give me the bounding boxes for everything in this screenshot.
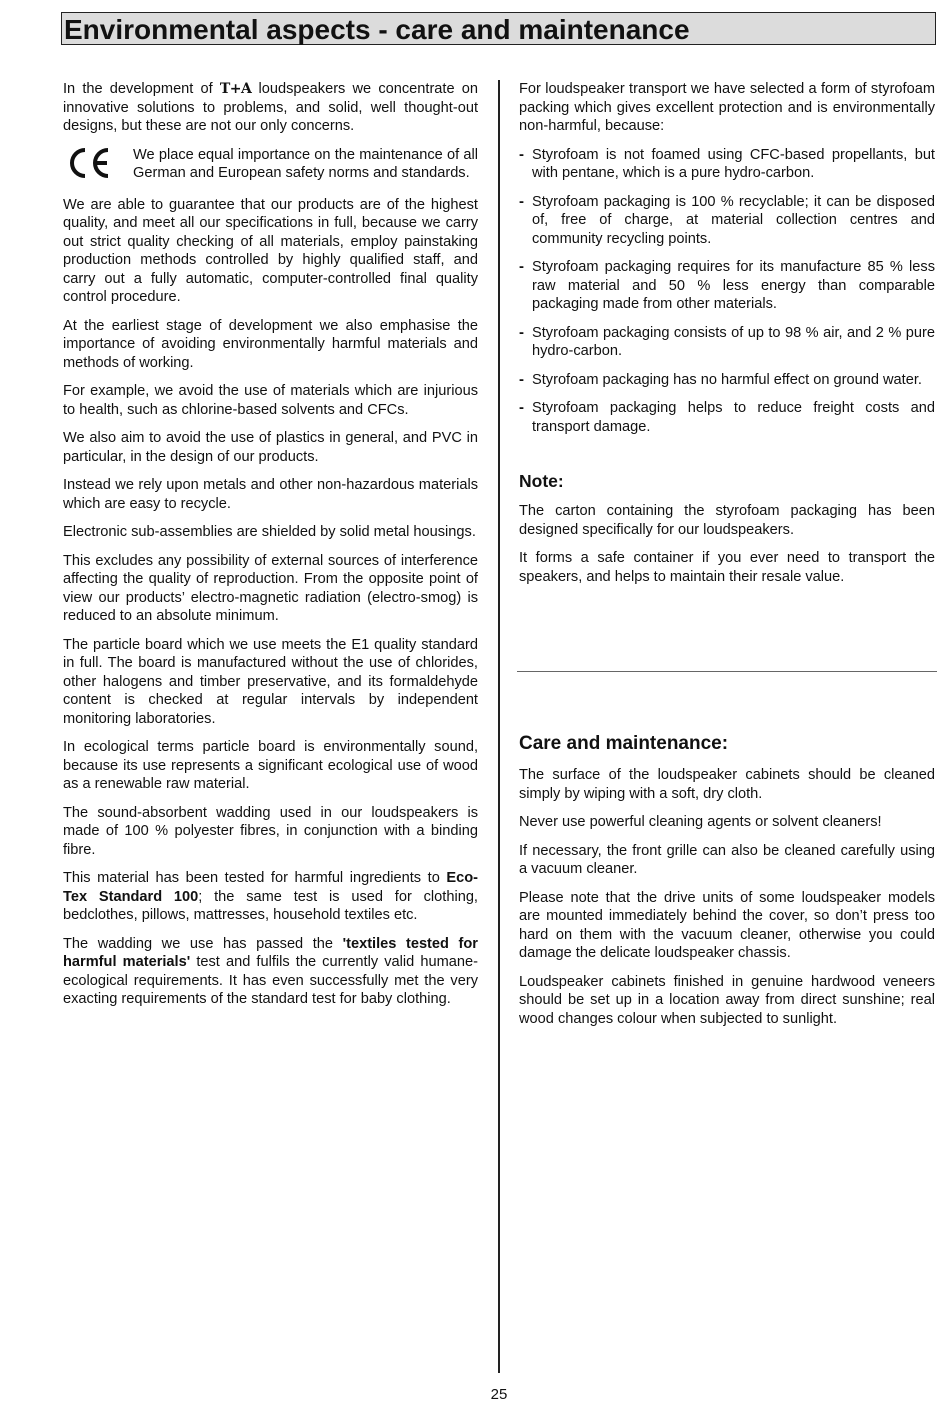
metals-paragraph: Instead we rely upon metals and other non-hazardous materials which are easy to recycle. — [63, 477, 478, 512]
list-item: - Styrofoam packaging is 100 % recyclable; it can be disposed of, free of charge, at material collection centres and community recycling points. — [519, 192, 935, 247]
textiles-tested-label: 'textiles tested for harmful materials' — [63, 935, 478, 970]
list-item: - Styrofoam packaging helps to reduce freight costs and transport damage. — [519, 399, 935, 435]
bullet-dash: - — [519, 192, 524, 210]
tested-paragraph: This material has been tested for harmful ingredients to Eco-Tex Standard 100; the same test is used for clothing, bedclothes, pillows, mattresses, household textiles etc. — [63, 870, 478, 923]
page-number: 25 — [490, 1386, 508, 1403]
eco-tex-label: Eco-Tex Standard 100 — [63, 870, 478, 905]
bullet-dash: - — [519, 145, 524, 163]
wadding-paragraph: The sound-absorbent wadding used in our loudspeakers is made of 100 % polyester fibres, in conjunction with a binding fibre. — [63, 804, 478, 858]
list-item: - Styrofoam packaging consists of up to 98 % air, and 2 % pure hydro-carbon. — [519, 323, 935, 359]
bullet-dash: - — [519, 370, 524, 388]
plastics-paragraph: We also aim to avoid the use of plastics in general, and PVC in particular, in the design of our products. — [63, 430, 478, 465]
page-title: Environmental aspects - care and maintenance — [64, 14, 690, 45]
particle-board-paragraph: The particle board which we use meets the E1 quality standard in full. The board is manufactured without the use of chlorides, other halogens and timber preservative, and its formaldehyde content is checked at regular intervals by independent monitoring laboratories. — [63, 636, 478, 727]
care-paragraph-1: The surface of the loudspeaker cabinets should be cleaned simply by wiping with a soft, dry cloth. — [519, 767, 935, 802]
transport-paragraph: For loudspeaker transport we have selected a form of styrofoam packing which gives excellent protection and is environmentally non-harmful, because: — [519, 81, 935, 134]
quality-paragraph: We are able to guarantee that our products are of the highest quality, and meet all our specifications in full, because we carry out strict quality checking of all materials, employ painstaking production methods controlled by highly qualified staff, and carry out a fully automatic, computer-controlled final quality control procedure. — [63, 196, 478, 305]
bullet-dash: - — [519, 323, 524, 341]
excludes-paragraph: This excludes any possibility of external sources of interference affecting the quality of reproduction. From the opposite point of view our products’ electro-magnetic radiation (electro-smog) is reduced to an absolute minimum. — [63, 552, 478, 624]
note-heading: Note: — [519, 471, 564, 491]
list-item: - Styrofoam packaging requires for its manufacture 85 % less raw material and 50 % less energy than comparable packaging made from other materials. — [519, 258, 935, 312]
care-heading: Care and maintenance: — [519, 733, 729, 754]
note-paragraph-2: It forms a safe container if you ever need to transport the speakers, and helps to maintain their resale value. — [519, 550, 935, 585]
electronic-paragraph: Electronic sub-assemblies are shielded by solid metal housings. — [63, 524, 476, 540]
note-paragraph-1: The carton containing the styrofoam packaging has been designed specifically for our loudspeakers. — [519, 503, 935, 538]
example-paragraph: For example, we avoid the use of materials which are injurious to health, such as chlorine-based solvents and CFCs. — [63, 383, 478, 418]
passed-paragraph: The wadding we use has passed the 'textiles tested for harmful materials' test and fulfils the currently valid humane-ecological requirements. It has even successfully met the very exacting requirements of the standard test for baby clothing. — [63, 935, 478, 1007]
ce-section — [63, 146, 478, 186]
right-column — [519, 80, 935, 1027]
column-divider — [498, 80, 500, 1373]
section-divider — [517, 671, 937, 672]
ecological-paragraph: In ecological terms particle board is environmentally sound, because its use represents a significant ecological use of wood as a renewable raw material. — [63, 739, 478, 792]
bullet-dash: - — [519, 258, 524, 275]
care-paragraph-2: Never use powerful cleaning agents or solvent cleaners! — [519, 814, 882, 830]
left-column — [63, 80, 478, 1019]
list-item: - Styrofoam is not foamed using CFC-based propellants, but with pentane, which is a pure hydro-carbon. — [519, 145, 935, 181]
intro-paragraph: In the development of T+A loudspeakers we concentrate on innovative solutions to problems, and solid, well thought-out designs, but these are not our only concerns. — [63, 81, 478, 134]
care-paragraph-4: Please note that the drive units of some loudspeaker models are mounted immediately behind the cover, so don’t press too hard on them with the vacuum cleaner, otherwise you could damage the delicate loudspeaker chassis. — [519, 889, 935, 961]
page-title-bar — [61, 12, 936, 45]
care-paragraph-5: Loudspeaker cabinets finished in genuine hardwood veneers should be set up in a location away from direct sunshine; real wood changes colour when subjected to sunlight. — [519, 973, 935, 1027]
ce-paragraph: We place equal importance on the maintenance of all German and European safety norms and standards. — [133, 146, 478, 181]
bullet-dash: - — [519, 399, 524, 416]
care-paragraph-3: If necessary, the front grille can also be cleaned carefully using a vacuum cleaner. — [519, 842, 935, 877]
brand-logo-text: T+A — [219, 81, 252, 97]
ce-mark-icon — [63, 146, 133, 186]
list-item: - Styrofoam packaging has no harmful effect on ground water. — [519, 370, 922, 388]
care-section — [519, 732, 935, 1038]
earliest-paragraph: At the earliest stage of development we also emphasise the importance of avoiding environmentally harmful materials and methods of working. — [63, 317, 478, 371]
